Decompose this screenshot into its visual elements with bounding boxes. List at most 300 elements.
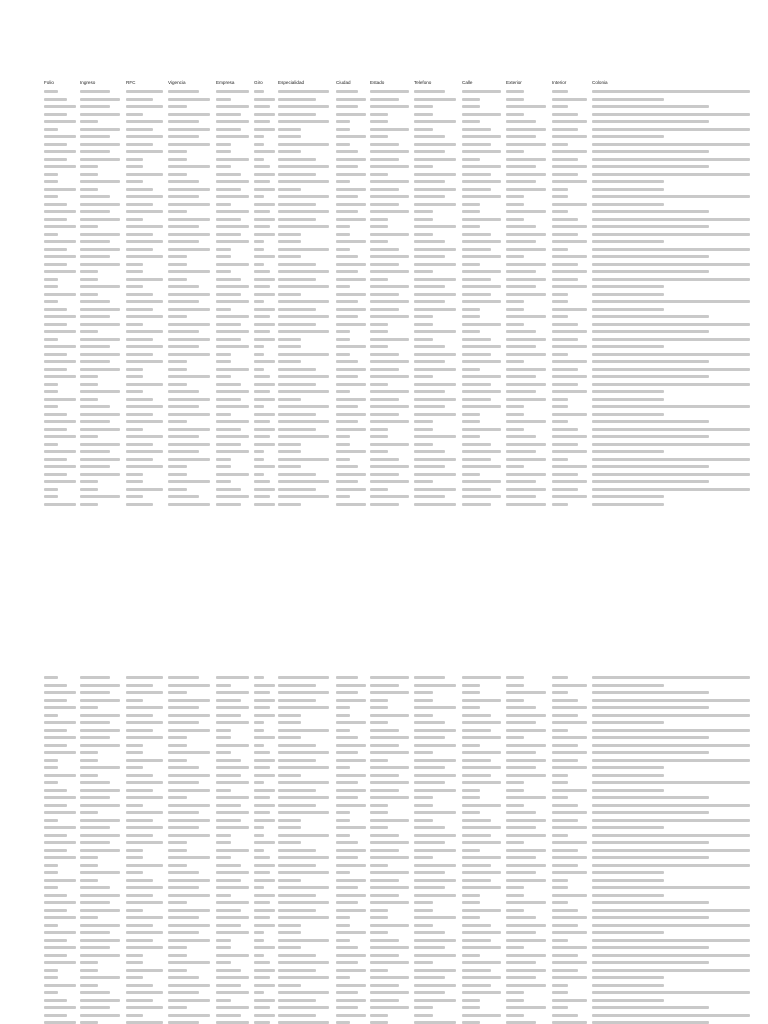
table-cell-placeholder <box>168 405 199 408</box>
table-cell-placeholder <box>126 714 153 717</box>
table-cell-placeholder <box>44 465 76 468</box>
table-cell-placeholder <box>126 894 153 897</box>
table-row <box>44 201 734 209</box>
table-cell-placeholder <box>216 143 231 146</box>
table-cell-placeholder <box>414 150 445 153</box>
table-cell-placeholder <box>414 849 456 852</box>
table-cell-placeholder <box>552 789 587 792</box>
table-cell-placeholder <box>44 676 58 679</box>
table-cell-placeholder <box>168 90 199 93</box>
table-cell-placeholder <box>126 308 153 311</box>
table-cell-placeholder <box>414 420 433 423</box>
table-cell-placeholder <box>592 173 750 176</box>
table-cell-placeholder <box>370 465 409 468</box>
table-cell-placeholder <box>462 811 480 814</box>
table-cell-placeholder <box>462 684 480 687</box>
table-cell-placeholder <box>552 300 568 303</box>
table-cell-placeholder <box>506 390 536 393</box>
table-cell-placeholder <box>370 113 388 116</box>
table-cell-placeholder <box>44 706 76 709</box>
table-cell-placeholder <box>126 375 143 378</box>
table-cell-placeholder <box>506 158 546 161</box>
table-cell-placeholder <box>370 383 388 386</box>
table-cell-placeholder <box>370 976 409 979</box>
table-rows <box>44 674 734 1024</box>
table-cell-placeholder <box>254 849 264 852</box>
table-cell-placeholder <box>462 428 501 431</box>
table-cell-placeholder <box>462 503 491 506</box>
table-cell-placeholder <box>168 128 210 131</box>
table-cell-placeholder <box>336 270 358 273</box>
table-cell-placeholder <box>168 375 210 378</box>
table-cell-placeholder <box>44 781 58 784</box>
table-cell-placeholder <box>552 946 587 949</box>
table-cell-placeholder <box>168 774 210 777</box>
table-cell-placeholder <box>44 443 58 446</box>
table-cell-placeholder <box>126 248 153 251</box>
table-row <box>44 321 734 329</box>
table-cell-placeholder <box>80 826 110 829</box>
table-cell-placeholder <box>80 285 120 288</box>
table-cell-placeholder <box>278 834 329 837</box>
table-cell-placeholder <box>414 240 445 243</box>
table-cell-placeholder <box>126 450 163 453</box>
table-cell-placeholder <box>592 135 664 138</box>
table-cell-placeholder <box>80 969 98 972</box>
table-cell-placeholder <box>80 323 120 326</box>
table-cell-placeholder <box>44 714 58 717</box>
table-cell-placeholder <box>552 924 578 927</box>
table-cell-placeholder <box>414 834 456 837</box>
table-cell-placeholder <box>552 128 578 131</box>
table-cell-placeholder <box>336 188 366 191</box>
table-cell-placeholder <box>254 113 275 116</box>
table-cell-placeholder <box>80 450 110 453</box>
table-cell-placeholder <box>254 278 275 281</box>
table-cell-placeholder <box>278 676 329 679</box>
table-row <box>44 869 734 877</box>
table-row <box>44 892 734 900</box>
table-cell-placeholder <box>336 894 366 897</box>
table-cell-placeholder <box>44 113 67 116</box>
table-cell-placeholder <box>216 811 249 814</box>
table-cell-placeholder <box>336 398 366 401</box>
table-cell-placeholder <box>462 353 491 356</box>
table-cell-placeholder <box>552 804 578 807</box>
table-cell-placeholder <box>506 105 546 108</box>
table-cell-placeholder <box>552 443 578 446</box>
table-cell-placeholder <box>278 721 301 724</box>
table-cell-placeholder <box>336 789 366 792</box>
table-cell-placeholder <box>462 293 491 296</box>
table-cell-placeholder <box>462 954 480 957</box>
table-cell-placeholder <box>552 751 587 754</box>
table-cell-placeholder <box>370 480 409 483</box>
table-cell-placeholder <box>370 203 399 206</box>
table-cell-placeholder <box>506 954 546 957</box>
table-cell-placeholder <box>254 714 275 717</box>
table-cell-placeholder <box>168 330 199 333</box>
table-cell-placeholder <box>370 443 409 446</box>
table-cell-placeholder <box>278 1006 329 1009</box>
table-cell-placeholder <box>254 90 264 93</box>
table-cell-placeholder <box>278 1014 316 1017</box>
table-cell-placeholder <box>254 495 270 498</box>
table-cell-placeholder <box>462 285 501 288</box>
table-cell-placeholder <box>44 278 58 281</box>
table-cell-placeholder <box>254 826 264 829</box>
table-cell-placeholder <box>44 255 76 258</box>
table-cell-placeholder <box>552 173 578 176</box>
table-cell-placeholder <box>216 1006 249 1009</box>
table-cell-placeholder <box>506 248 546 251</box>
table-cell-placeholder <box>336 984 366 987</box>
table-cell-placeholder <box>414 676 445 679</box>
table-cell-placeholder <box>552 473 578 476</box>
table-cell-placeholder <box>278 901 329 904</box>
table-cell-placeholder <box>592 826 664 829</box>
table-cell-placeholder <box>552 766 587 769</box>
table-cell-placeholder <box>168 916 199 919</box>
table-cell-placeholder <box>216 188 241 191</box>
header-empresa: Empresa <box>216 80 235 85</box>
table-cell-placeholder <box>278 488 316 491</box>
table-cell-placeholder <box>168 849 187 852</box>
table-cell-placeholder <box>278 98 316 101</box>
table-row <box>44 1004 734 1012</box>
table-cell-placeholder <box>462 796 480 799</box>
table-cell-placeholder <box>216 744 249 747</box>
table-cell-placeholder <box>44 173 58 176</box>
table-row <box>44 682 734 690</box>
table-cell-placeholder <box>254 173 275 176</box>
table-cell-placeholder <box>414 916 456 919</box>
table-cell-placeholder <box>216 969 241 972</box>
table-cell-placeholder <box>168 714 210 717</box>
table-cell-placeholder <box>254 909 275 912</box>
table-cell-placeholder <box>370 766 409 769</box>
table-cell-placeholder <box>336 98 366 101</box>
header-calle: Calle <box>462 80 473 85</box>
table-cell-placeholder <box>44 150 76 153</box>
table-cell-placeholder <box>80 180 120 183</box>
table-cell-placeholder <box>80 233 120 236</box>
table-cell-placeholder <box>462 368 480 371</box>
table-cell-placeholder <box>44 901 76 904</box>
table-cell-placeholder <box>216 473 249 476</box>
table-cell-placeholder <box>336 248 350 251</box>
table-cell-placeholder <box>336 826 366 829</box>
table-cell-placeholder <box>126 781 163 784</box>
table-cell-placeholder <box>254 300 264 303</box>
table-cell-placeholder <box>278 781 329 784</box>
table-cell-placeholder <box>254 180 270 183</box>
table-cell-placeholder <box>44 744 67 747</box>
table-cell-placeholder <box>216 495 249 498</box>
table-cell-placeholder <box>506 188 546 191</box>
table-row <box>44 907 734 915</box>
table-cell-placeholder <box>336 495 350 498</box>
table-cell-placeholder <box>278 684 316 687</box>
table-cell-placeholder <box>216 961 231 964</box>
table-cell-placeholder <box>462 495 501 498</box>
table-cell-placeholder <box>506 886 524 889</box>
table-cell-placeholder <box>552 240 587 243</box>
table-cell-placeholder <box>462 1014 501 1017</box>
table-cell-placeholder <box>44 458 67 461</box>
header-telefono: Telefono <box>414 80 432 85</box>
table-cell-placeholder <box>168 495 199 498</box>
table-cell-placeholder <box>592 398 664 401</box>
table-cell-placeholder <box>336 353 350 356</box>
table-cell-placeholder <box>216 353 231 356</box>
table-cell-placeholder <box>370 969 388 972</box>
table-cell-placeholder <box>168 383 187 386</box>
table-cell-placeholder <box>592 871 664 874</box>
table-cell-placeholder <box>254 225 270 228</box>
table-cell-placeholder <box>216 405 249 408</box>
table-cell-placeholder <box>216 315 249 318</box>
table-cell-placeholder <box>80 195 110 198</box>
header-colonia: Colonia <box>592 80 608 85</box>
table-row <box>44 787 734 795</box>
table-cell-placeholder <box>44 420 76 423</box>
table-cell-placeholder <box>336 976 350 979</box>
table-cell-placeholder <box>216 278 241 281</box>
table-cell-placeholder <box>336 90 358 93</box>
table-cell-placeholder <box>552 210 568 213</box>
table-cell-placeholder <box>168 819 210 822</box>
table-cell-placeholder <box>462 984 491 987</box>
table-cell-placeholder <box>216 368 249 371</box>
table-cell-placeholder <box>462 879 491 882</box>
table-cell-placeholder <box>254 285 270 288</box>
table-cell-placeholder <box>370 924 409 927</box>
table-cell-placeholder <box>80 759 98 762</box>
table-cell-placeholder <box>336 150 358 153</box>
table-cell-placeholder <box>506 225 536 228</box>
table-cell-placeholder <box>216 390 249 393</box>
table-cell-placeholder <box>552 744 578 747</box>
table-cell-placeholder <box>592 413 664 416</box>
table-row <box>44 974 734 982</box>
table-cell-placeholder <box>126 826 163 829</box>
table-cell-placeholder <box>506 203 524 206</box>
table-cell-placeholder <box>254 375 270 378</box>
table-cell-placeholder <box>80 781 110 784</box>
table-row <box>44 937 734 945</box>
table-cell-placeholder <box>80 428 120 431</box>
table-cell-placeholder <box>126 255 163 258</box>
table-cell-placeholder <box>126 263 143 266</box>
table-cell-placeholder <box>254 428 275 431</box>
table-cell-placeholder <box>80 1014 120 1017</box>
table-cell-placeholder <box>592 240 664 243</box>
table-cell-placeholder <box>168 1014 210 1017</box>
table-cell-placeholder <box>168 503 210 506</box>
table-cell-placeholder <box>462 751 501 754</box>
table-cell-placeholder <box>216 789 231 792</box>
table-row <box>44 847 734 855</box>
table-cell-placeholder <box>336 856 358 859</box>
table-cell-placeholder <box>168 203 210 206</box>
table-row <box>44 463 734 471</box>
table-cell-placeholder <box>80 736 110 739</box>
table-cell-placeholder <box>80 330 98 333</box>
table-cell-placeholder <box>462 263 480 266</box>
table-row <box>44 246 734 254</box>
table-cell-placeholder <box>336 736 358 739</box>
table-cell-placeholder <box>126 345 163 348</box>
table-cell-placeholder <box>552 405 568 408</box>
table-cell-placeholder <box>336 435 350 438</box>
table-cell-placeholder <box>80 263 120 266</box>
table-cell-placeholder <box>254 218 275 221</box>
table-cell-placeholder <box>336 774 366 777</box>
table-cell-placeholder <box>592 864 750 867</box>
table-cell-placeholder <box>80 744 120 747</box>
table-rows <box>44 88 734 508</box>
table-row <box>44 862 734 870</box>
table-cell-placeholder <box>44 811 76 814</box>
table-cell-placeholder <box>370 143 399 146</box>
table-cell-placeholder <box>278 143 329 146</box>
table-cell-placeholder <box>126 924 153 927</box>
table-cell-placeholder <box>414 901 433 904</box>
table-cell-placeholder <box>44 270 76 273</box>
table-cell-placeholder <box>168 225 199 228</box>
table-cell-placeholder <box>254 345 264 348</box>
table-cell-placeholder <box>370 180 409 183</box>
table-cell-placeholder <box>254 841 275 844</box>
table-cell-placeholder <box>168 240 199 243</box>
table-cell-placeholder <box>278 158 316 161</box>
table-cell-placeholder <box>370 413 399 416</box>
table-cell-placeholder <box>506 804 524 807</box>
table-cell-placeholder <box>370 405 409 408</box>
table-cell-placeholder <box>592 699 750 702</box>
table-cell-placeholder <box>44 128 58 131</box>
table-cell-placeholder <box>462 480 501 483</box>
table-cell-placeholder <box>216 736 231 739</box>
table-cell-placeholder <box>592 879 664 882</box>
table-cell-placeholder <box>414 188 456 191</box>
table-cell-placeholder <box>278 991 329 994</box>
table-cell-placeholder <box>370 218 388 221</box>
table-cell-placeholder <box>592 390 664 393</box>
table-cell-placeholder <box>278 435 329 438</box>
table-cell-placeholder <box>414 976 445 979</box>
table-cell-placeholder <box>462 323 501 326</box>
table-cell-placeholder <box>336 308 366 311</box>
table-cell-placeholder <box>552 323 578 326</box>
table-cell-placeholder <box>552 315 568 318</box>
table-cell-placeholder <box>370 285 409 288</box>
table-cell-placeholder <box>506 924 546 927</box>
table-cell-placeholder <box>370 150 409 153</box>
table-cell-placeholder <box>278 128 301 131</box>
table-cell-placeholder <box>414 353 456 356</box>
table-cell-placeholder <box>80 819 120 822</box>
table-cell-placeholder <box>552 293 568 296</box>
table-cell-placeholder <box>80 684 120 687</box>
table-cell-placeholder <box>80 503 98 506</box>
table-cell-placeholder <box>254 924 275 927</box>
table-cell-placeholder <box>216 120 249 123</box>
table-cell-placeholder <box>126 128 153 131</box>
table-row <box>44 111 734 119</box>
table-cell-placeholder <box>216 435 249 438</box>
table-cell-placeholder <box>254 210 270 213</box>
table-cell-placeholder <box>168 961 210 964</box>
table-cell-placeholder <box>278 413 316 416</box>
table-cell-placeholder <box>552 871 587 874</box>
table-cell-placeholder <box>414 804 433 807</box>
table-cell-placeholder <box>592 684 664 687</box>
table-cell-placeholder <box>44 120 76 123</box>
table-cell-placeholder <box>216 991 249 994</box>
table-cell-placeholder <box>462 90 501 93</box>
table-cell-placeholder <box>126 443 153 446</box>
table-cell-placeholder <box>506 931 536 934</box>
table-cell-placeholder <box>168 188 210 191</box>
table-cell-placeholder <box>44 931 76 934</box>
table-cell-placeholder <box>462 143 491 146</box>
table-cell-placeholder <box>126 789 153 792</box>
table-row <box>44 779 734 787</box>
table-cell-placeholder <box>126 969 163 972</box>
table-cell-placeholder <box>44 991 58 994</box>
table-cell-placeholder <box>254 691 270 694</box>
table-cell-placeholder <box>254 248 264 251</box>
table-row <box>44 103 734 111</box>
table-cell-placeholder <box>370 759 388 762</box>
table-cell-placeholder <box>370 300 409 303</box>
table-cell-placeholder <box>216 383 241 386</box>
table-cell-placeholder <box>80 308 120 311</box>
table-row <box>44 403 734 411</box>
table-cell-placeholder <box>592 706 709 709</box>
table-cell-placeholder <box>216 999 231 1002</box>
table-cell-placeholder <box>80 488 98 491</box>
table-cell-placeholder <box>370 811 388 814</box>
table-cell-placeholder <box>168 759 187 762</box>
table-cell-placeholder <box>462 315 480 318</box>
table-cell-placeholder <box>462 894 480 897</box>
table-cell-placeholder <box>80 90 110 93</box>
table-cell-placeholder <box>592 954 750 957</box>
table-cell-placeholder <box>592 120 709 123</box>
table-row <box>44 171 734 179</box>
table-cell-placeholder <box>506 240 536 243</box>
table-cell-placeholder <box>336 203 366 206</box>
table-row <box>44 486 734 494</box>
table-cell-placeholder <box>80 248 120 251</box>
table-cell-placeholder <box>506 789 524 792</box>
table-cell-placeholder <box>592 473 750 476</box>
table-cell-placeholder <box>216 774 241 777</box>
table-cell-placeholder <box>278 999 316 1002</box>
table-cell-placeholder <box>254 946 275 949</box>
table-cell-placeholder <box>278 751 329 754</box>
table-cell-placeholder <box>592 480 709 483</box>
table-cell-placeholder <box>370 721 388 724</box>
table-cell-placeholder <box>506 894 524 897</box>
table-cell-placeholder <box>592 804 750 807</box>
table-cell-placeholder <box>168 789 210 792</box>
header-interior: Interior <box>552 80 567 85</box>
table-cell-placeholder <box>126 465 163 468</box>
